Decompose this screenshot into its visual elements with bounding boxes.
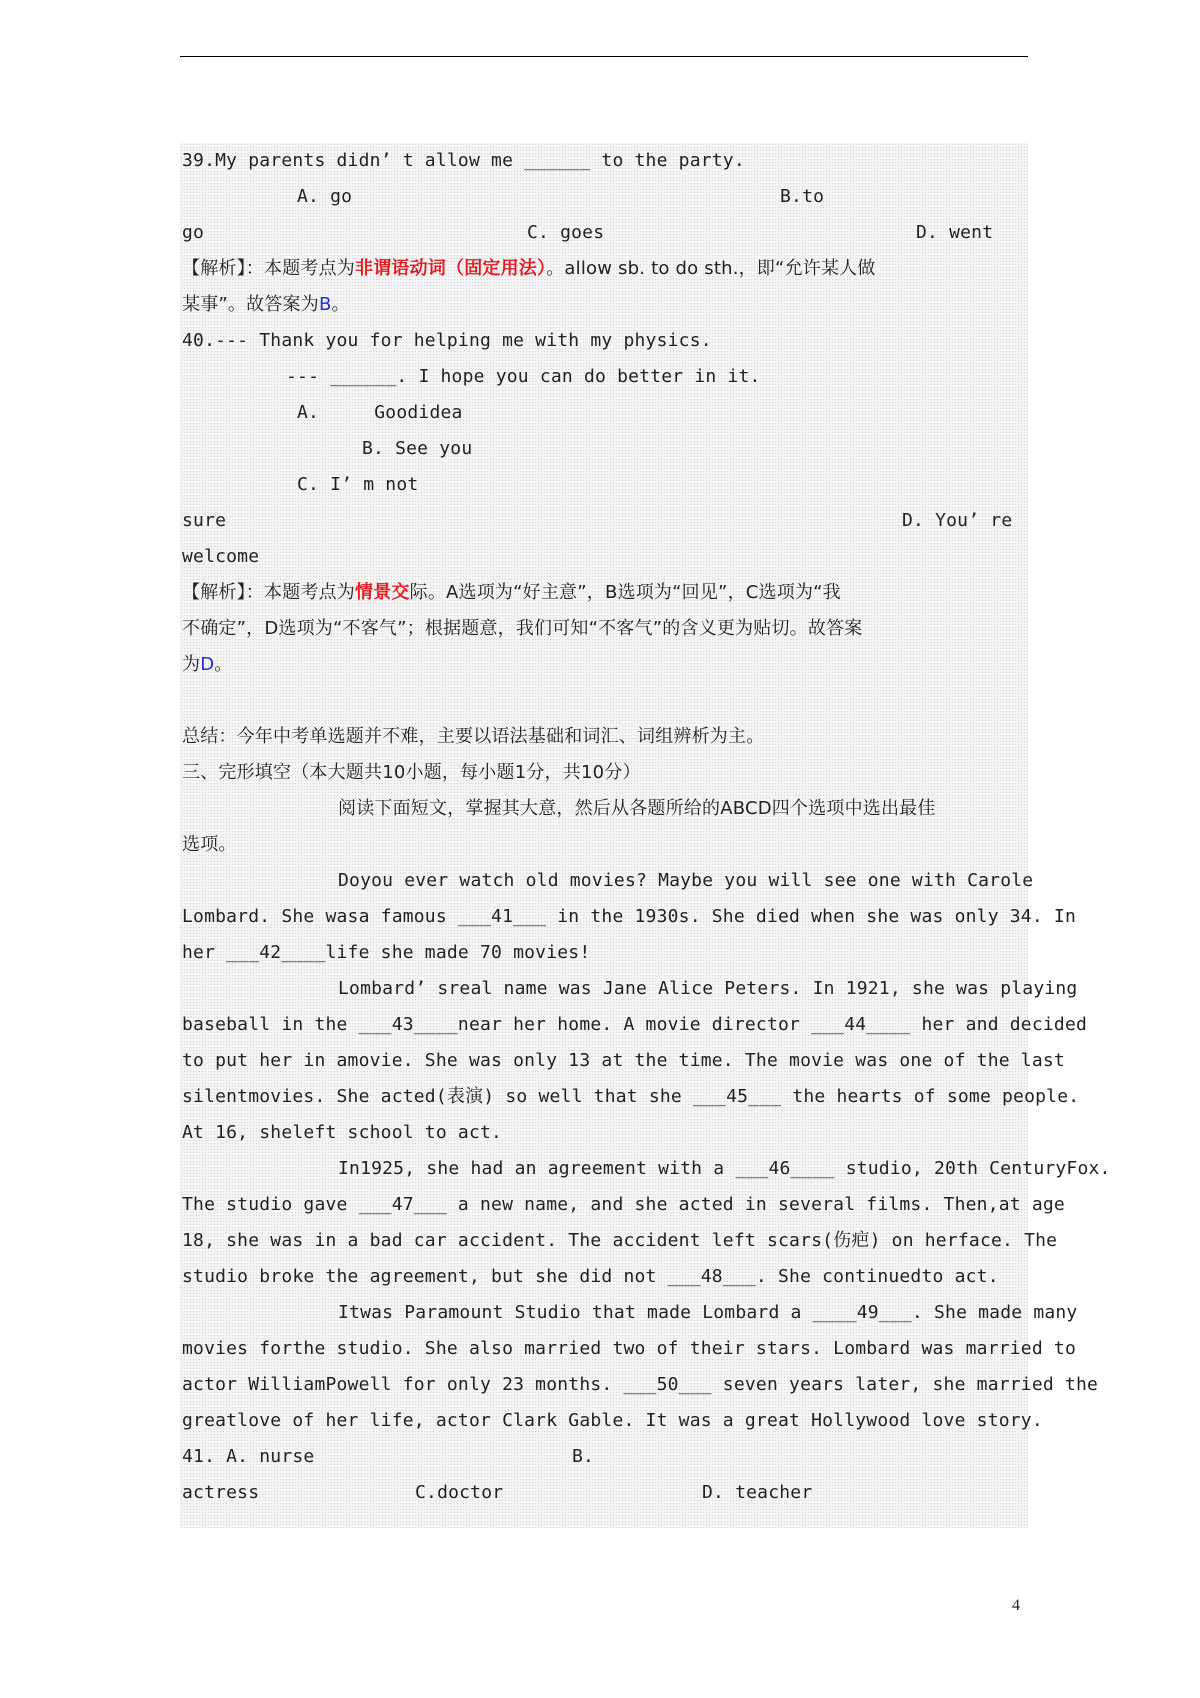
analysis-text: 为 bbox=[182, 654, 201, 675]
analysis-keypoint: 情景交 bbox=[355, 582, 410, 603]
analysis-label: 【解析】：本题考点为 bbox=[182, 258, 355, 279]
analysis-text: 某事”。故答案为 bbox=[182, 294, 319, 315]
passage-line: Lombard. She wasa famous ___41___ in the 1930s. She died when she was only 34. In bbox=[182, 906, 1076, 927]
question-39-option-b-cont: go bbox=[182, 222, 205, 243]
passage-line: studio broke the agreement, but she did not ___48___. She continuedto act. bbox=[182, 1266, 999, 1287]
passage-line: 18, she was in a bad car accident. The accident left scars(伤疤) on herface. The bbox=[182, 1230, 1058, 1251]
question-39-option-b: B.to bbox=[780, 186, 825, 207]
question-41-row-2 bbox=[182, 1475, 1028, 1511]
passage-line: to put her in amovie. She was only 13 at the time. The movie was one of the last bbox=[182, 1050, 1065, 1071]
header-rule bbox=[180, 56, 1028, 57]
question-41-option-c: C.doctor bbox=[415, 1482, 504, 1503]
question-39-analysis bbox=[182, 251, 876, 287]
question-40-option-c: C. I’ m not bbox=[297, 474, 419, 495]
analysis-text: 。allow sb. to do sth.，即“允许某人做 bbox=[546, 258, 876, 279]
question-40-option-d-cont: welcome bbox=[182, 546, 260, 567]
passage-line: greatlove of her life, actor Clark Gable. It was a great Hollywood love story. bbox=[182, 1410, 1043, 1431]
question-40-analysis-cont: 不确定”，D选项为“不客气”；根据题意，我们可知“不客气”的含义更为贴切。故答案 bbox=[182, 618, 863, 639]
question-39-analysis-cont bbox=[182, 287, 350, 323]
passage-line: baseball in the ___43____near her home. A movie director ___44____ her and decided bbox=[182, 1014, 1088, 1035]
analysis-text: 。A选项为“好主意”，B选项为“回见”，C选项为“我 bbox=[427, 582, 841, 603]
answer-letter: D bbox=[200, 654, 215, 675]
question-40-option-a: A. Goodidea bbox=[297, 402, 463, 423]
question-41-option-b: B. bbox=[572, 1446, 595, 1467]
section-3-title: 三、完形填空（本大题共10小题，每小题1分，共10分） bbox=[182, 762, 641, 783]
question-41-option-b-cont: actress bbox=[182, 1482, 260, 1503]
passage-line: silentmovies. She acted(表演) so well that she ___45___ the hearts of some people. bbox=[182, 1086, 1080, 1107]
passage-line: The studio gave ___47___ a new name, and she acted in several films. Then,at age bbox=[182, 1194, 1065, 1215]
question-39-options-row bbox=[182, 179, 1028, 215]
question-40-analysis-end bbox=[182, 647, 232, 683]
passage-line: Lombard’ sreal name was Jane Alice Peters. In 1921, she was playing bbox=[338, 978, 1078, 999]
document-body bbox=[180, 143, 1111, 1528]
section-3-instruction-cont: 选项。 bbox=[182, 834, 237, 855]
question-40-reply: --- ______. I hope you can do better in it. bbox=[286, 366, 761, 387]
section-3-instruction: 阅读下面短文，掌握其大意，然后从各题所给的ABCD四个选项中选出最佳 bbox=[338, 798, 936, 819]
question-39-stem: 39.My parents didn’ t allow me ______ to the party. bbox=[182, 150, 745, 171]
passage-line: actor WilliamPowell for only 23 months. ___50___ seven years later, she married the bbox=[182, 1374, 1099, 1395]
analysis-label: 【解析】：本题考点为 bbox=[182, 582, 355, 603]
answer-letter: B bbox=[318, 294, 332, 315]
passage-line: In1925, she had an agreement with a ___46____ studio, 20th CenturyFox. bbox=[338, 1158, 1111, 1179]
passage-line: her ___42____life she made 70 movies! bbox=[182, 942, 591, 963]
summary-text: 总结：今年中考单选题并不难，主要以语法基础和词汇、词组辨析为主。 bbox=[182, 726, 765, 747]
passage-line: Itwas Paramount Studio that made Lombard a ____49___. She made many bbox=[338, 1302, 1078, 1323]
question-41-option-d: D. teacher bbox=[702, 1482, 813, 1503]
question-39-option-d: D. went bbox=[916, 222, 994, 243]
question-40-options-row bbox=[182, 503, 1028, 539]
question-40-option-d: D. You’ re bbox=[902, 510, 1013, 531]
passage-line: Doyou ever watch old movies? Maybe you will see one with Carole bbox=[338, 870, 1034, 891]
page-number: 4 bbox=[1012, 1597, 1020, 1614]
analysis-keypoint: 非谓语动词（固定用法） bbox=[355, 258, 547, 279]
question-39-option-c: C. goes bbox=[527, 222, 605, 243]
passage-line: At 16, sheleft school to act. bbox=[182, 1122, 503, 1143]
analysis-text: 。 bbox=[214, 654, 233, 675]
analysis-text: 际 bbox=[409, 582, 428, 603]
question-40-stem: 40.--- Thank you for helping me with my physics. bbox=[182, 330, 712, 351]
question-41-stem: 41. A. nurse bbox=[182, 1446, 315, 1467]
question-40-option-c-cont: sure bbox=[182, 510, 227, 531]
question-39-option-a: A. go bbox=[297, 186, 353, 207]
question-41-row bbox=[182, 1439, 1028, 1475]
question-40-analysis bbox=[182, 575, 841, 611]
question-40-option-b: B. See you bbox=[362, 438, 473, 459]
analysis-text: 。 bbox=[331, 294, 350, 315]
question-39-options-row-2 bbox=[182, 215, 1028, 251]
passage-line: movies forthe studio. She also married two of their stars. Lombard was married to bbox=[182, 1338, 1076, 1359]
